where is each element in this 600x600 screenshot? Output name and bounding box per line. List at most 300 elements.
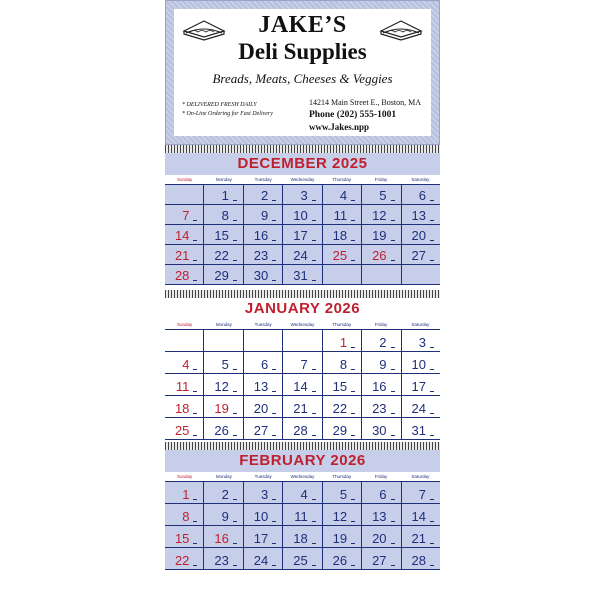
writing-line: [391, 391, 395, 392]
writing-line: [430, 543, 434, 544]
writing-line: [272, 280, 276, 281]
writing-line: [193, 260, 197, 261]
writing-line: [193, 220, 197, 221]
empty-cell: [204, 330, 243, 351]
writing-line: [312, 413, 316, 414]
writing-line: [233, 391, 237, 392]
date-cell: [323, 418, 362, 439]
weekday-label: Wednesday: [290, 322, 315, 327]
date-cell: [165, 245, 204, 264]
writing-line: [351, 521, 355, 522]
week-row: [165, 418, 440, 440]
writing-line: [430, 220, 434, 221]
date-number: 19: [372, 228, 387, 243]
writing-line: [351, 369, 355, 370]
date-cell: [165, 352, 204, 373]
writing-line: [193, 435, 197, 436]
date-cell: [283, 245, 322, 264]
writing-line: [430, 200, 434, 201]
writing-line: [272, 200, 276, 201]
date-cell: [283, 548, 322, 569]
date-number: 28: [293, 423, 308, 438]
writing-line: [351, 347, 355, 348]
date-cell: [244, 504, 283, 525]
writing-line: [430, 435, 434, 436]
writing-line: [233, 240, 237, 241]
date-cell: [402, 185, 440, 204]
writing-line: [272, 521, 276, 522]
week-row: [165, 330, 440, 352]
writing-line: [312, 543, 316, 544]
date-number: 20: [411, 228, 426, 243]
date-number: 29: [332, 423, 348, 438]
date-cell: [204, 526, 243, 547]
date-number: 17: [253, 531, 269, 546]
week-row: [165, 185, 440, 205]
date-cell: [323, 330, 362, 351]
date-cell: [323, 205, 362, 224]
date-cell: [402, 330, 440, 351]
month-january-2026: [165, 298, 440, 438]
writing-line: [430, 499, 434, 500]
writing-line: [391, 260, 395, 261]
date-cell: [204, 225, 243, 244]
date-cell: [204, 352, 243, 373]
weekday-label: Friday: [374, 474, 388, 479]
contact-block: [309, 97, 421, 133]
date-number: 24: [253, 553, 269, 568]
month-title: FEBRUARY 2026: [165, 450, 440, 472]
business-subtitle: Deli Supplies: [238, 39, 367, 64]
date-number: 10: [253, 509, 269, 524]
writing-line: [233, 543, 237, 544]
date-number: 8: [339, 357, 348, 372]
writing-line: [391, 369, 395, 370]
header-panel: [174, 9, 431, 136]
writing-line: [233, 499, 237, 500]
writing-line: [193, 240, 197, 241]
date-number: 8: [221, 208, 229, 223]
date-number: 25: [293, 553, 308, 568]
week-row: [165, 352, 440, 374]
business-name: JAKE’S: [258, 12, 347, 38]
writing-line: [430, 369, 434, 370]
writing-line: [351, 435, 355, 436]
date-cell: [204, 418, 243, 439]
date-cell: [244, 265, 283, 284]
weekday-label: Sunday: [177, 177, 193, 182]
week-row: [165, 482, 440, 504]
writing-line: [430, 521, 434, 522]
writing-line: [193, 543, 197, 544]
writing-line: [193, 565, 197, 566]
advertiser-header: [165, 0, 440, 145]
weekday-header-row: [165, 472, 440, 481]
date-cell: [362, 225, 401, 244]
date-number: 14: [174, 228, 190, 243]
date-number: 27: [372, 553, 387, 568]
empty-cell: [165, 185, 204, 204]
date-cell: [204, 245, 243, 264]
weekday-label: Sunday: [177, 474, 193, 479]
date-cell: [204, 205, 243, 224]
date-number: 11: [294, 509, 308, 524]
date-cell: [402, 396, 440, 417]
writing-line: [272, 565, 276, 566]
week-row: [165, 374, 440, 396]
date-number: 20: [372, 531, 387, 546]
date-number: 5: [221, 357, 229, 372]
writing-line: [391, 347, 395, 348]
date-cell: [244, 245, 283, 264]
date-cell: [244, 225, 283, 244]
website: www.Jakes.npp: [309, 122, 370, 132]
date-number: 22: [174, 553, 190, 568]
date-cell: [165, 374, 204, 395]
date-number: 5: [379, 188, 387, 203]
bullet-online-ordering: * On-Line Ordering for Fast Delivery: [182, 111, 273, 117]
date-number: 21: [411, 531, 426, 546]
date-number: 31: [293, 268, 308, 283]
writing-line: [193, 521, 197, 522]
writing-line: [391, 200, 395, 201]
date-number: 18: [332, 228, 348, 243]
writing-line: [312, 260, 316, 261]
writing-line: [312, 435, 316, 436]
date-cell: [165, 265, 204, 284]
weekday-label: Thursday: [332, 177, 352, 182]
date-number: 4: [300, 487, 308, 502]
writing-line: [312, 565, 316, 566]
date-number: 3: [418, 335, 426, 350]
street-address: 14214 Main Street E., Boston, MA: [309, 98, 421, 107]
writing-line: [193, 499, 197, 500]
writing-line: [272, 220, 276, 221]
date-cell: [283, 225, 322, 244]
date-number: 11: [333, 208, 348, 223]
writing-line: [430, 391, 434, 392]
date-cell: [244, 205, 283, 224]
date-number: 10: [411, 357, 426, 372]
date-cell: [402, 418, 440, 439]
date-cell: [402, 548, 440, 569]
date-cell: [283, 482, 322, 503]
date-number: 16: [253, 228, 269, 243]
writing-line: [391, 543, 395, 544]
writing-line: [430, 240, 434, 241]
date-number: 28: [411, 553, 426, 568]
writing-line: [233, 369, 237, 370]
date-number: 25: [174, 423, 190, 438]
writing-line: [430, 565, 434, 566]
date-number: 1: [182, 487, 190, 502]
bullet-delivery: * DELIVERED FRESH DAILY: [182, 102, 257, 108]
date-number: 1: [221, 188, 229, 203]
date-number: 22: [332, 401, 348, 416]
writing-line: [391, 499, 395, 500]
empty-cell: [244, 330, 283, 351]
writing-line: [233, 435, 237, 436]
writing-line: [430, 413, 434, 414]
date-cell: [165, 225, 204, 244]
date-cell: [165, 504, 204, 525]
date-number: 7: [300, 357, 308, 372]
date-cell: [402, 245, 440, 264]
writing-line: [193, 391, 197, 392]
writing-line: [351, 260, 355, 261]
date-cell: [362, 374, 401, 395]
weekday-label: Thursday: [332, 322, 352, 327]
writing-line: [351, 200, 355, 201]
week-row: [165, 396, 440, 418]
date-number: 3: [261, 487, 269, 502]
date-cell: [323, 396, 362, 417]
date-number: 2: [221, 487, 229, 502]
writing-line: [233, 521, 237, 522]
writing-line: [351, 240, 355, 241]
spiral-binding: [165, 145, 440, 153]
date-cell: [165, 396, 204, 417]
date-number: 10: [293, 208, 308, 223]
weekday-label: Tuesday: [254, 322, 272, 327]
weekday-label: Wednesday: [290, 177, 315, 182]
date-number: 13: [372, 509, 387, 524]
writing-line: [272, 499, 276, 500]
spiral-binding: [165, 442, 440, 450]
date-grid: [165, 329, 440, 440]
date-number: 19: [332, 531, 348, 546]
weekday-header-row: [165, 175, 440, 184]
date-number: 16: [372, 379, 387, 394]
date-number: 4: [182, 357, 190, 372]
date-cell: [204, 396, 243, 417]
month-february-2026: [165, 450, 440, 595]
date-cell: [323, 245, 362, 264]
writing-line: [391, 435, 395, 436]
date-cell: [362, 330, 401, 351]
date-number: 17: [293, 228, 308, 243]
date-number: 29: [214, 268, 229, 283]
spiral-binding: [165, 290, 440, 298]
date-cell: [204, 548, 243, 569]
writing-line: [391, 220, 395, 221]
date-number: 22: [214, 248, 229, 263]
writing-line: [312, 499, 316, 500]
date-number: 19: [214, 401, 229, 416]
date-cell: [165, 548, 204, 569]
writing-line: [272, 240, 276, 241]
date-number: 26: [214, 423, 229, 438]
date-cell: [244, 482, 283, 503]
writing-line: [233, 260, 237, 261]
writing-line: [272, 435, 276, 436]
date-cell: [362, 396, 401, 417]
date-cell: [323, 225, 362, 244]
month-december-2025: [165, 153, 440, 285]
writing-line: [351, 391, 355, 392]
writing-line: [193, 280, 197, 281]
date-number: 6: [261, 357, 269, 372]
weekday-label: Saturday: [411, 177, 430, 182]
writing-line: [351, 565, 355, 566]
date-cell: [244, 374, 283, 395]
tagline: Breads, Meats, Cheeses & Veggies: [212, 71, 393, 86]
date-number: 18: [293, 531, 308, 546]
writing-line: [272, 260, 276, 261]
date-cell: [283, 418, 322, 439]
date-number: 14: [293, 379, 308, 394]
date-number: 13: [253, 379, 269, 394]
writing-line: [193, 369, 197, 370]
weekday-label: Tuesday: [254, 474, 272, 479]
date-number: 15: [332, 379, 348, 394]
date-number: 9: [221, 509, 229, 524]
writing-line: [272, 543, 276, 544]
week-row: [165, 245, 440, 265]
date-cell: [323, 374, 362, 395]
service-bullets: [182, 101, 273, 119]
writing-line: [272, 413, 276, 414]
date-number: 23: [253, 248, 269, 263]
weekday-label: Monday: [215, 177, 232, 182]
writing-line: [391, 521, 395, 522]
empty-cell: [165, 330, 204, 351]
date-cell: [323, 504, 362, 525]
date-number: 2: [261, 188, 269, 203]
date-cell: [362, 548, 401, 569]
date-number: 21: [293, 401, 308, 416]
writing-line: [312, 391, 316, 392]
writing-line: [351, 543, 355, 544]
writing-line: [312, 280, 316, 281]
date-cell: [204, 374, 243, 395]
date-cell: [323, 352, 362, 373]
date-cell: [362, 504, 401, 525]
date-cell: [323, 548, 362, 569]
date-cell: [165, 418, 204, 439]
writing-line: [430, 260, 434, 261]
date-number: 9: [379, 357, 387, 372]
date-cell: [283, 526, 322, 547]
weekday-label: Saturday: [411, 322, 430, 327]
date-number: 23: [372, 401, 387, 416]
week-row: [165, 548, 440, 570]
date-grid: [165, 184, 440, 285]
phone-number: Phone (202) 555-1001: [309, 110, 397, 120]
writing-line: [233, 200, 237, 201]
date-number: 12: [214, 379, 229, 394]
date-number: 30: [253, 268, 269, 283]
writing-line: [233, 220, 237, 221]
date-cell: [244, 526, 283, 547]
date-cell: [204, 265, 243, 284]
month-title: DECEMBER 2025: [165, 153, 440, 175]
writing-line: [233, 413, 237, 414]
date-cell: [402, 352, 440, 373]
date-cell: [362, 526, 401, 547]
date-number: 26: [372, 248, 387, 263]
date-cell: [402, 225, 440, 244]
date-number: 12: [372, 208, 387, 223]
date-number: 7: [418, 487, 426, 502]
date-cell: [402, 526, 440, 547]
writing-line: [312, 521, 316, 522]
date-number: 4: [339, 188, 348, 203]
date-cell: [283, 504, 322, 525]
date-number: 6: [418, 188, 426, 203]
weekday-label: Friday: [374, 177, 388, 182]
empty-cell: [362, 265, 401, 284]
date-number: 8: [182, 509, 190, 524]
week-row: [165, 504, 440, 526]
date-number: 1: [339, 335, 348, 350]
writing-line: [272, 369, 276, 370]
date-number: 28: [174, 268, 190, 283]
date-cell: [244, 185, 283, 204]
date-number: 15: [214, 228, 229, 243]
date-number: 21: [174, 248, 190, 263]
date-number: 31: [411, 423, 426, 438]
date-number: 18: [174, 401, 190, 416]
date-cell: [402, 482, 440, 503]
weekday-label: Friday: [374, 322, 388, 327]
date-cell: [283, 396, 322, 417]
week-row: [165, 265, 440, 285]
writing-line: [351, 220, 355, 221]
date-number: 5: [339, 487, 348, 502]
writing-line: [351, 413, 355, 414]
date-cell: [165, 482, 204, 503]
date-number: 2: [379, 335, 387, 350]
weekday-label: Monday: [215, 322, 232, 327]
date-number: 7: [182, 208, 190, 223]
date-number: 9: [261, 208, 269, 223]
writing-line: [233, 565, 237, 566]
writing-line: [312, 369, 316, 370]
week-row: [165, 526, 440, 548]
date-grid: [165, 481, 440, 570]
weekday-label: Monday: [215, 474, 232, 479]
date-cell: [165, 526, 204, 547]
date-cell: [244, 396, 283, 417]
writing-line: [391, 565, 395, 566]
date-cell: [165, 205, 204, 224]
date-cell: [362, 352, 401, 373]
date-number: 30: [372, 423, 387, 438]
week-row: [165, 225, 440, 245]
date-cell: [402, 504, 440, 525]
date-number: 3: [300, 188, 308, 203]
date-number: 24: [411, 401, 426, 416]
date-cell: [283, 265, 322, 284]
date-cell: [283, 352, 322, 373]
date-number: 12: [332, 509, 348, 524]
date-number: 16: [214, 531, 229, 546]
writing-line: [233, 280, 237, 281]
date-cell: [283, 205, 322, 224]
date-cell: [362, 185, 401, 204]
writing-line: [312, 220, 316, 221]
date-number: 25: [332, 248, 348, 263]
date-cell: [283, 185, 322, 204]
date-number: 15: [174, 531, 190, 546]
wall-calendar: [165, 0, 440, 600]
date-cell: [402, 205, 440, 224]
date-cell: [244, 548, 283, 569]
date-number: 24: [293, 248, 308, 263]
date-cell: [204, 185, 243, 204]
writing-line: [351, 499, 355, 500]
